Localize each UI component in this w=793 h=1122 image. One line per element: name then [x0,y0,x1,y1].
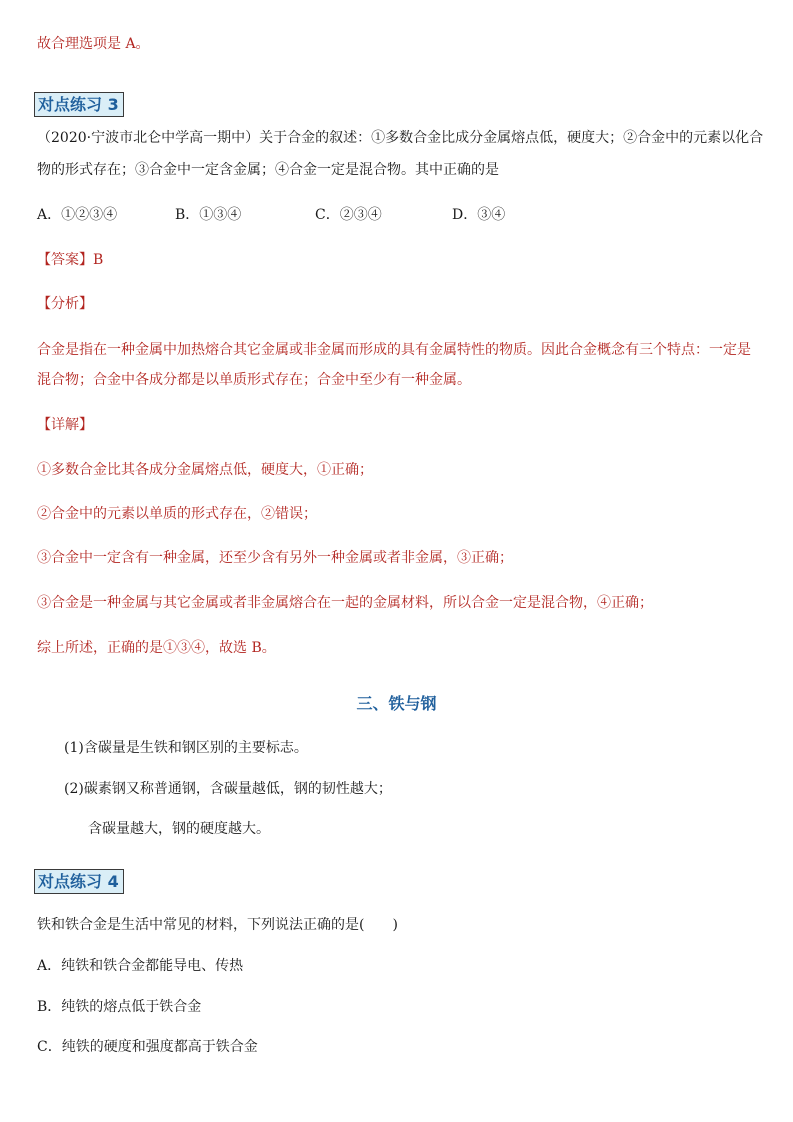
analysis-label: 【分析】 [37,296,93,312]
exercise-3-stem-line-2: 物的形式存在；③合金中一定含金属；④合金一定是混合物。其中正确的是 [37,162,499,178]
previous-conclusion: 故合理选项是 A。 [37,36,150,52]
section-point-2-cont: 含碳量越大，钢的硬度越大。 [88,821,270,837]
analysis-line-1: 合金是指在一种金属中加热熔合其它金属或非金属而形成的具有金属特性的物质。因此合金概念有三个特点：一定是 [37,342,751,358]
exercise-3-option-d: D．③④ [452,207,506,223]
section-point-1: (1)含碳量是生铁和钢区别的主要标志。 [64,740,308,756]
detail-line-1: ①多数合金比其各成分金属熔点低，硬度大，①正确； [37,462,373,478]
detail-label: 【详解】 [37,417,93,433]
exercise-4-option-b: B．纯铁的熔点低于铁合金 [37,999,202,1015]
exercise-4-option-c: C．纯铁的硬度和强度都高于铁合金 [37,1039,258,1055]
section-point-2: (2)碳素钢又称普通钢，含碳量越低，钢的韧性越大； [64,781,392,797]
exercise-4-option-a: A．纯铁和铁合金都能导电、传热 [37,958,244,974]
exercise-3-option-b: B．①③④ [175,207,242,223]
detail-line-2: ②合金中的元素以单质的形式存在，②错误； [37,506,317,522]
detail-line-4: ③合金是一种金属与其它金属或者非金属熔合在一起的金属材料，所以合金一定是混合物，④正确； [37,595,653,611]
exercise-3-answer: 【答案】B [37,252,104,268]
exercise-4-title: 对点练习 4 [34,869,124,894]
exercise-3-option-a: A．①②③④ [37,207,118,223]
detail-summary: 综上所述，正确的是①③④，故选 B。 [37,640,276,656]
exercise-3-stem-line-1: （2020·宁波市北仑中学高一期中）关于合金的叙述：①多数合金比成分金属熔点低，硬度大；②合金中的元素以化合 [37,130,764,146]
exercise-3-option-c: C．②③④ [315,207,382,223]
analysis-line-2: 混合物；合金中各成分都是以单质形式存在；合金中至少有一种金属。 [37,372,471,388]
section-heading: 三、铁与钢 [356,694,437,713]
exercise-4-stem: 铁和铁合金是生活中常见的材料，下列说法正确的是( ) [37,917,398,933]
exercise-3-title: 对点练习 3 [34,92,124,117]
detail-line-3: ③合金中一定含有一种金属，还至少含有另外一种金属或者非金属，③正确； [37,550,513,566]
